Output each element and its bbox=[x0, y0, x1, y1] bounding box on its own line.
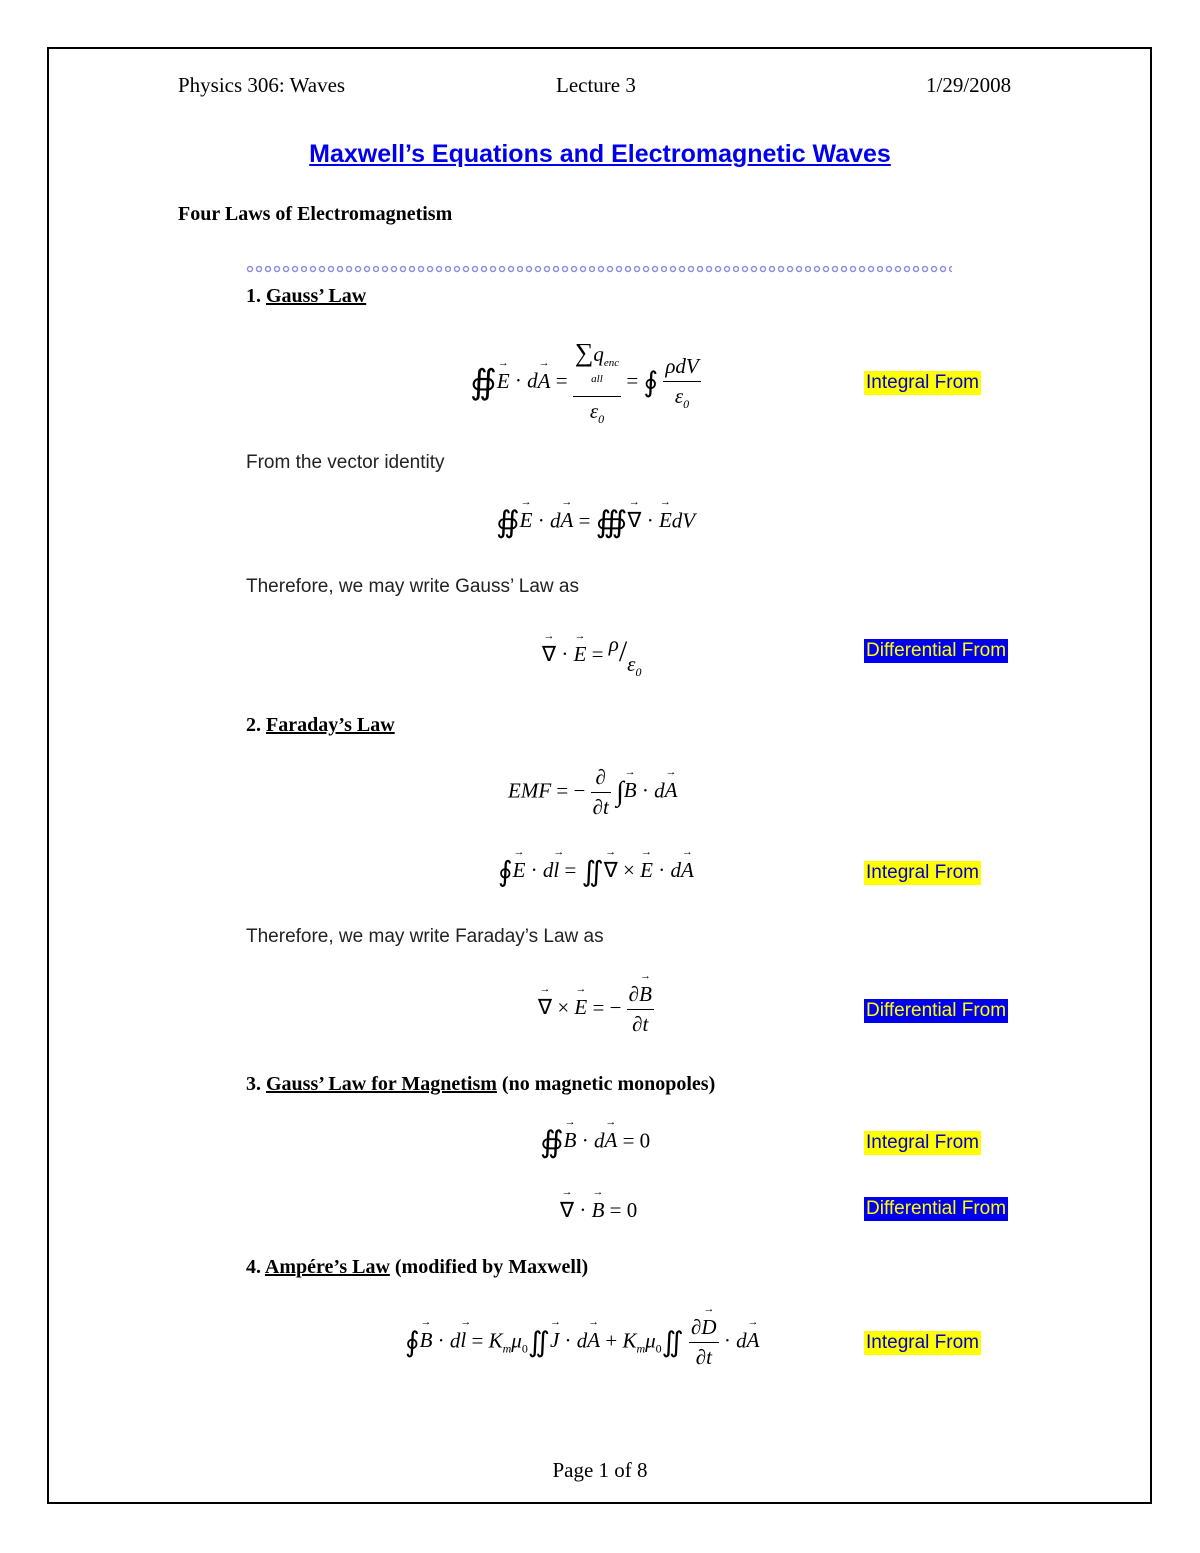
law1-heading bbox=[246, 285, 366, 308]
law3-heading bbox=[246, 1073, 715, 1096]
law4-name: Ampére’s Law bbox=[264, 1256, 390, 1278]
faraday-integral-equation: ∮→ E · d→ l = ∬→ ∇ × → E · d→ A bbox=[498, 855, 694, 889]
law2-differential-label: Differential From bbox=[866, 1000, 1007, 1021]
law4-note: (modified by Maxwell) bbox=[394, 1256, 589, 1278]
law2-name: Faraday’s Law bbox=[266, 714, 395, 736]
decorative-divider bbox=[246, 265, 952, 274]
gauss-integral-equation: ∯→ E · d→ A = $\sum q_{enc}$ $^{all}$ $\varepsilon_0$ = ∮ $\frac{\text{ρdV}}{\varepsilon_0}$ bbox=[470, 338, 701, 427]
law4-integral-label: Integral From bbox=[866, 1332, 979, 1353]
law3-number: 3. bbox=[246, 1073, 261, 1095]
header-course: Physics 306: Waves bbox=[178, 73, 346, 97]
law3-differential-label: Differential From bbox=[866, 1198, 1007, 1219]
law1-therefore-text: Therefore, we may write Gauss’ Law as bbox=[246, 576, 579, 597]
ampere-integral-equation: ∮→ $B \cdot d\to l = K_m\mu_0∬\to J \cdot d\to A$ + $K_m\mu_0∬$ $\frac{\partial\to D}{\partial t}$ · d→ A bbox=[405, 1315, 759, 1370]
law3-note: (no magnetic monopoles) bbox=[501, 1073, 716, 1095]
law2-heading bbox=[246, 714, 395, 737]
gauss-differential-equation: → ∇ · → $E = \rho/\varepsilon_0$ bbox=[542, 635, 641, 670]
law1-intro-text: From the vector identity bbox=[246, 452, 445, 473]
header-date: 1/29/2008 bbox=[926, 73, 1012, 97]
header-lecture: Lecture 3 bbox=[556, 73, 636, 97]
faraday-differential-equation: → ∇ × → E = − $\frac{\partial\to B}{\partial t}$ bbox=[538, 982, 654, 1037]
law4-heading bbox=[246, 1256, 588, 1279]
law1-number: 1. bbox=[246, 285, 261, 307]
section-heading: Four Laws of Electromagnetism bbox=[178, 203, 453, 225]
law1-differential-label: Differential From bbox=[866, 640, 1007, 661]
law2-therefore-text: Therefore, we may write Faraday’s Law as bbox=[246, 926, 604, 947]
divergence-theorem-equation: ∯→ E · d→ A = ∰→ ∇ · → EdV bbox=[496, 505, 695, 540]
emf-equation: EMF = − $\frac{\partial}{\partial t}$ ∫→ B · d→ A bbox=[508, 765, 677, 820]
law3-name: Gauss’ Law for Magnetism bbox=[266, 1073, 497, 1095]
gauss-magnetism-integral-equation: ∯→ B · d→ A = 0 bbox=[540, 1125, 650, 1160]
gauss-magnetism-differential-equation: → ∇ · → B = 0 bbox=[560, 1198, 637, 1223]
law2-number: 2. bbox=[246, 714, 261, 736]
law4-number: 4. bbox=[246, 1256, 261, 1278]
law1-integral-label: Integral From bbox=[866, 372, 979, 393]
document-title: Maxwell’s Equations and Electromagnetic Waves bbox=[309, 140, 891, 168]
page-number: Page 1 of 8 bbox=[552, 1458, 648, 1482]
law3-integral-label: Integral From bbox=[866, 1132, 979, 1153]
law1-name: Gauss’ Law bbox=[266, 285, 367, 307]
law2-integral-label: Integral From bbox=[866, 862, 979, 883]
